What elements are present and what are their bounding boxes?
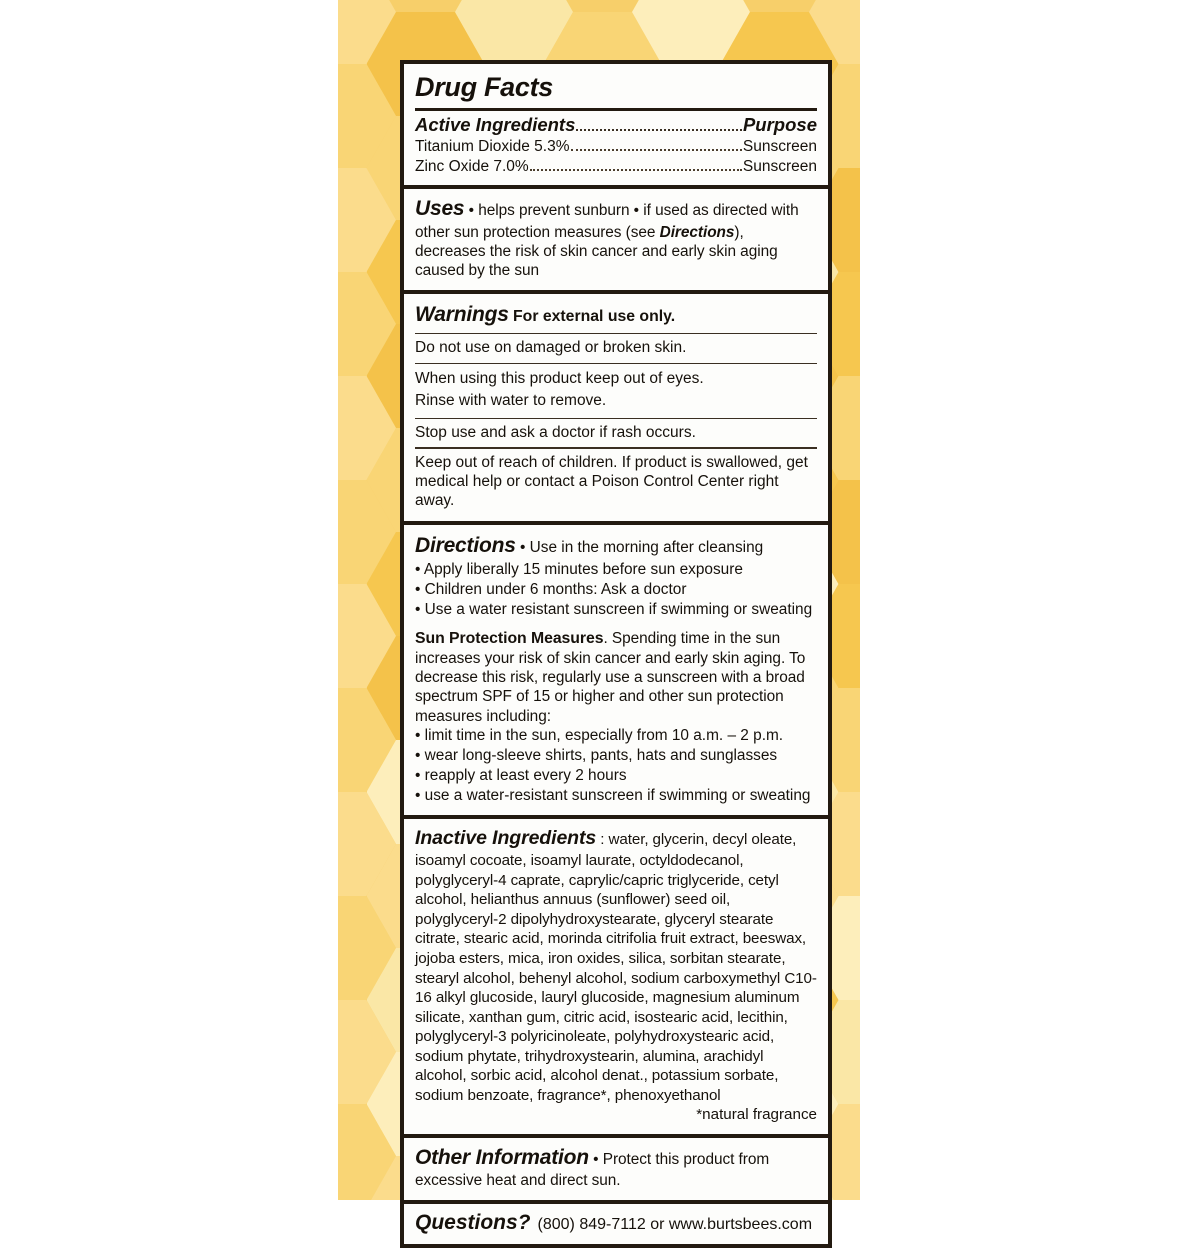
sun-protection-body: . Spending time in the sun increases your risk of skin cancer and early skin aging. To decrease this risk, regularly use a sunscreen with a broad spectrum SPF of 15 or higher and other sun protection measures including: xyxy=(415,629,806,725)
other-information-text xyxy=(415,1145,817,1191)
inactive-ingredients-text xyxy=(415,826,817,1105)
warnings-divider xyxy=(415,333,817,335)
other-information-heading: Other Information xyxy=(415,1145,589,1169)
sun-protection-measures xyxy=(415,629,817,727)
directions-bullet: • Children under 6 months: Ask a doctor xyxy=(415,580,687,598)
ingredient-purpose: Sunscreen xyxy=(742,138,817,156)
warning-entry: Do not use on damaged or broken skin. xyxy=(415,339,687,357)
title-rule xyxy=(415,108,817,111)
inactive-ingredients-section xyxy=(404,819,828,1137)
inactive-ingredients-footnote-row xyxy=(415,1105,817,1125)
active-ingredient-row xyxy=(415,158,817,176)
questions-contact[interactable]: (800) 849-7112 or www.burtsbees.com xyxy=(537,1215,813,1233)
uses-heading: Uses xyxy=(415,197,465,221)
warning-entry: Stop use and ask a doctor if rash occurs. xyxy=(415,424,696,442)
directions-first-row xyxy=(415,532,817,559)
warning-entry: Keep out of reach of children. If product is swallowed, get medical help or contact a Poison Control Center right away. xyxy=(415,453,808,510)
measures-bullet: • wear long-sleeve shirts, pants, hats and sunglasses xyxy=(415,747,778,765)
warning-entry: When using this product keep out of eyes. xyxy=(415,370,704,388)
warnings-divider xyxy=(415,363,817,365)
drug-facts-panel xyxy=(400,60,832,1248)
directions-first-item: • Use in the morning after cleansing xyxy=(519,539,764,557)
directions-bullet: • Apply liberally 15 minutes before sun exposure xyxy=(415,560,743,578)
measures-bullet: • use a water-resistant sunscreen if swimming or sweating xyxy=(415,787,811,805)
active-ingredients-header xyxy=(415,114,817,136)
other-information-body: • Protect this product from excessive heat and direct sun. xyxy=(415,1150,770,1190)
warnings-heading: Warnings xyxy=(415,302,509,326)
questions-section xyxy=(404,1204,828,1244)
ingredient-name: Zinc Oxide 7.0% xyxy=(415,158,529,176)
uses-directions-emphasis: Directions xyxy=(659,223,735,241)
uses-text xyxy=(415,196,817,281)
directions-bullet: • Use a water resistant sunscreen if swimming or sweating xyxy=(415,600,813,618)
inactive-ingredients-heading: Inactive Ingredients xyxy=(415,827,597,850)
ingredient-purpose: Sunscreen xyxy=(742,158,817,176)
dot-leader xyxy=(530,169,742,171)
purpose-label: Purpose xyxy=(742,114,817,136)
warning-entry: Rinse with water to remove. xyxy=(415,392,607,410)
uses-text-part2: ), decreases the risk of skin cancer and early skin aging caused by the sun xyxy=(415,223,778,280)
ingredient-name: Titanium Dioxide 5.3% xyxy=(415,138,570,156)
uses-text-part1: • helps prevent sunburn • if used as directed with other sun protection measures (see xyxy=(415,202,799,241)
active-ingredient-row xyxy=(415,138,817,156)
natural-fragrance-footnote: *natural fragrance xyxy=(696,1106,817,1124)
questions-row xyxy=(415,1211,817,1235)
inactive-ingredients-list: water, glycerin, decyl oleate, isoamyl cocoate, isoamyl laurate, octyldodecanol, polyglyceryl-4 caprate, caprylic/capric triglyceride, cetyl alcohol, helianthus annuus (sunflower) seed oil, polyglyceryl-2 dipolyhydroxystearate, glyceryl stearate citrate, stearic acid, morinda citrifolia fruit extract, beeswax, jojoba esters, mica, iron oxides, silica, sorbitan stearate, stearyl alcohol, behenyl alcohol, sodium carboxymethyl C10-16 alkyl glucoside, lauryl glucoside, magnesium aluminum silicate, xanthan gum, citric acid, isostearic acid, lecithin, polyglyceryl-3 polyricinoleate, polyhydroxystearic acid, sodium phytate, trihydroxystearin, alumina, arachidyl alcohol, sorbic acid, alcohol denat., potassium sorbate, sodium benzoate, fragrance*, phenoxyethanol xyxy=(415,831,817,1104)
other-information-section xyxy=(404,1138,828,1204)
honeycomb-row xyxy=(338,0,860,64)
active-ingredients-section xyxy=(404,64,828,189)
warnings-section xyxy=(404,294,828,526)
dot-leader xyxy=(576,129,742,131)
questions-heading: Questions? xyxy=(415,1210,531,1234)
measures-bullet: • reapply at least every 2 hours xyxy=(415,767,627,785)
warnings-headline-row xyxy=(415,301,817,330)
measures-bullet: • limit time in the sun, especially from 10 a.m. – 2 p.m. xyxy=(415,727,784,745)
uses-section xyxy=(404,189,828,294)
warnings-headline: For external use only. xyxy=(513,307,676,325)
dot-leader xyxy=(571,149,742,151)
active-ingredients-label: Active Ingredients xyxy=(415,114,576,136)
directions-section xyxy=(404,525,828,819)
directions-heading: Directions xyxy=(415,534,516,558)
warning-entry-group xyxy=(415,367,817,414)
sun-protection-heading: Sun Protection Measures xyxy=(415,629,604,647)
warnings-divider xyxy=(415,418,817,420)
warnings-divider xyxy=(415,447,817,449)
panel-title: Drug Facts xyxy=(415,72,554,102)
inactive-ingredients-separator: : xyxy=(600,831,605,849)
